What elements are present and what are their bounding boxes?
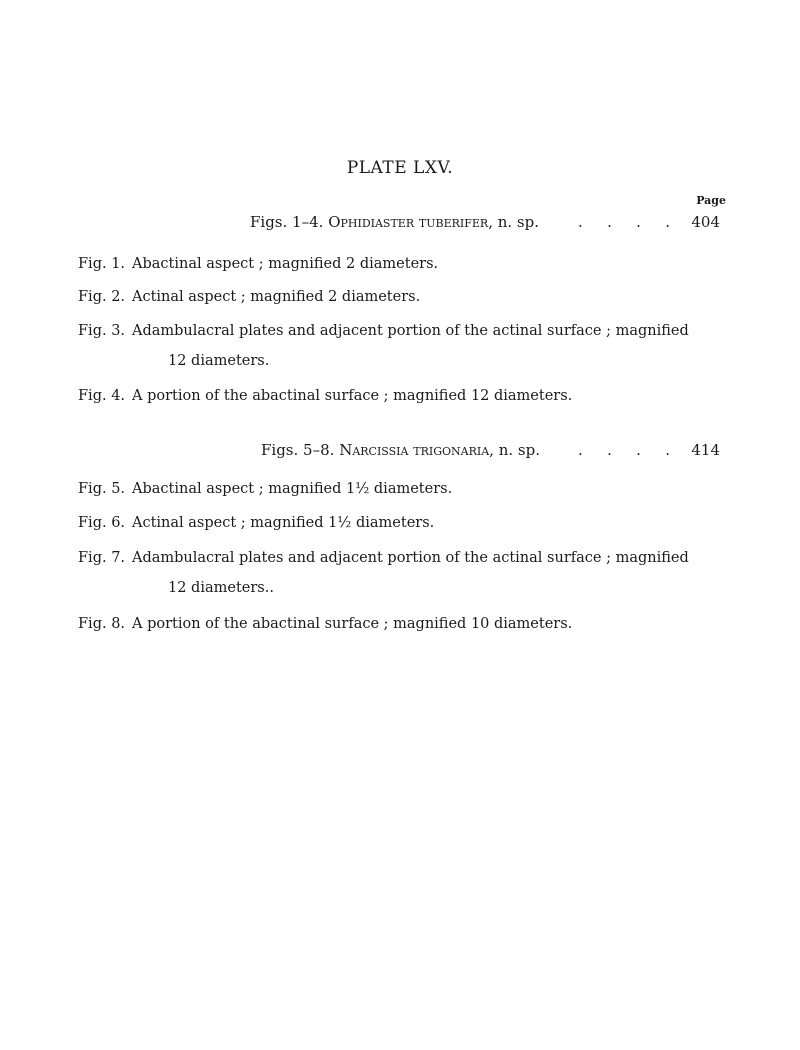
figure-description: A portion of the abactinal surface ; magnified 10 diameters. bbox=[132, 616, 573, 632]
leader-dots bbox=[578, 441, 670, 459]
figure-entry bbox=[78, 316, 718, 376]
figure-description: Adambulacral plates and adjacent portion of the actinal surface ; magnified bbox=[132, 323, 689, 339]
figure-entry bbox=[78, 609, 718, 639]
figure-label: Fig. 2. bbox=[78, 289, 126, 305]
page-number: 404 bbox=[691, 213, 720, 231]
figure-description-continuation: 12 diameters. bbox=[168, 353, 270, 369]
leader-dot: . bbox=[578, 213, 583, 231]
figure-label: Fig. 3. bbox=[78, 323, 126, 339]
page-column-header: Page bbox=[696, 194, 726, 207]
leader-dot: . bbox=[636, 213, 641, 231]
leader-dots bbox=[578, 213, 670, 231]
figure-label: Fig. 7. bbox=[78, 550, 126, 566]
figure-label: Fig. 4. bbox=[78, 388, 126, 404]
leader-dot: . bbox=[636, 441, 641, 459]
figure-entry bbox=[78, 282, 718, 312]
figure-entry bbox=[78, 508, 718, 538]
figure-entry bbox=[78, 474, 718, 504]
leader-dot: . bbox=[607, 441, 612, 459]
species-name: Narcissia trigonaria bbox=[339, 441, 490, 459]
figure-group-caption bbox=[250, 213, 539, 231]
figure-description-continuation: 12 diameters.. bbox=[168, 580, 274, 596]
figure-group-caption bbox=[261, 441, 540, 459]
figure-description: Adambulacral plates and adjacent portion of the actinal surface ; magnified bbox=[132, 550, 689, 566]
figure-group-header bbox=[0, 441, 800, 461]
leader-dot: . bbox=[665, 441, 670, 459]
figure-entry bbox=[78, 249, 718, 279]
leader-dot: . bbox=[578, 441, 583, 459]
figure-group-header bbox=[0, 213, 800, 233]
figure-description: Actinal aspect ; magnified 2 diameters. bbox=[132, 289, 421, 305]
figs-range: Figs. 1–4. bbox=[250, 213, 324, 231]
figure-label: Fig. 1. bbox=[78, 256, 126, 272]
page-number: 414 bbox=[691, 441, 720, 459]
figure-label: Fig. 6. bbox=[78, 515, 126, 531]
leader-dot: . bbox=[607, 213, 612, 231]
leader-dot: . bbox=[665, 213, 670, 231]
figure-label: Fig. 8. bbox=[78, 616, 126, 632]
figure-description: Actinal aspect ; magnified 1½ diameters. bbox=[132, 515, 435, 531]
plate-title: PLATE LXV. bbox=[346, 158, 454, 178]
figure-description: Abactinal aspect ; magnified 1½ diameters. bbox=[132, 481, 453, 497]
figure-entry bbox=[78, 381, 718, 411]
figure-description: Abactinal aspect ; magnified 2 diameters. bbox=[132, 256, 439, 272]
figure-entry bbox=[78, 543, 718, 603]
species-name: Ophidiaster tuberifer bbox=[328, 213, 489, 231]
species-suffix: , n. sp. bbox=[488, 213, 539, 231]
figure-label: Fig. 5. bbox=[78, 481, 126, 497]
species-suffix: , n. sp. bbox=[489, 441, 540, 459]
figure-description: A portion of the abactinal surface ; magnified 12 diameters. bbox=[132, 388, 573, 404]
figs-range: Figs. 5–8. bbox=[261, 441, 335, 459]
